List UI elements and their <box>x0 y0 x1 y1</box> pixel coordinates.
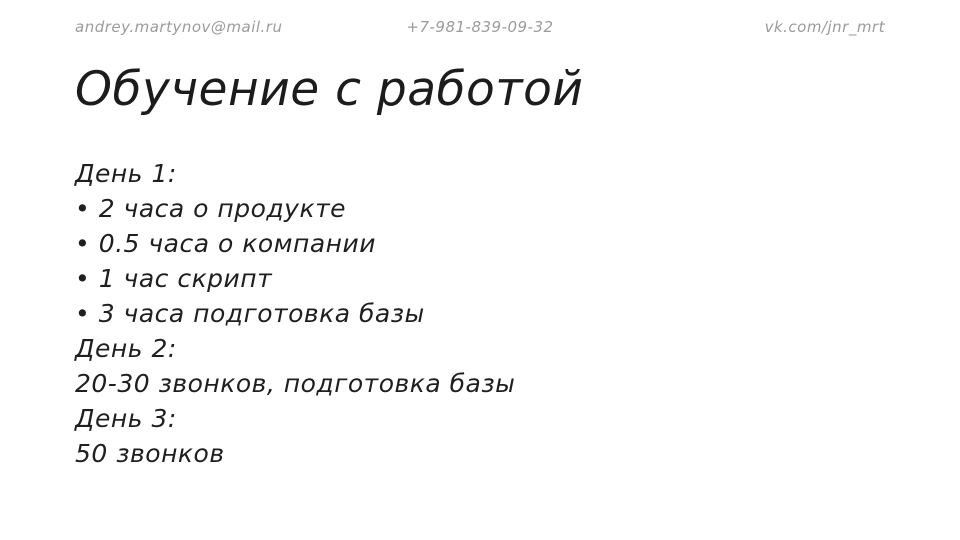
body-line: • 3 часа подготовка базы <box>75 299 425 328</box>
body-line: День 1: <box>75 159 177 188</box>
slide-body <box>75 156 900 471</box>
contact-phone: +7-981-839-09-32 <box>406 18 554 36</box>
slide-header <box>75 18 885 36</box>
contact-email: andrey.martynov@mail.ru <box>75 18 283 36</box>
body-line: День 2: <box>75 334 177 363</box>
body-line: День 3: <box>75 404 177 433</box>
body-line: • 2 часа о продукте <box>75 194 347 223</box>
body-line: 50 звонков <box>75 439 225 468</box>
contact-vk: vk.com/jnr_mrt <box>764 18 885 36</box>
body-line: • 0.5 часа о компании <box>75 229 377 258</box>
slide-title: Обучение с работой <box>75 62 584 117</box>
body-line: 20-30 звонков, подготовка базы <box>75 369 516 398</box>
body-line: • 1 час скрипт <box>75 264 273 293</box>
